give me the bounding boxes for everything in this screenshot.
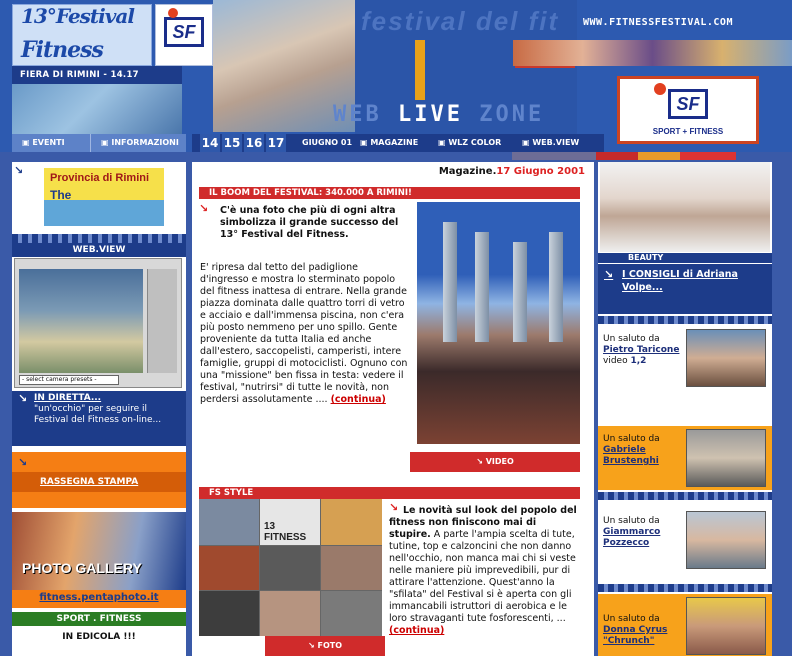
festival-logo[interactable]: 13°Festival Fitness xyxy=(12,4,152,66)
rassegna-stampa-link[interactable]: RASSEGNA STAMPA xyxy=(12,472,186,492)
sf-logo: SF xyxy=(155,4,213,66)
fs-style-photo-grid[interactable]: 13 FITNESS xyxy=(199,499,382,636)
video-links[interactable]: 1,2 xyxy=(630,356,647,366)
video-button[interactable]: ↘ VIDEO xyxy=(410,452,580,472)
cyrus-photo[interactable] xyxy=(686,597,766,655)
separator xyxy=(598,492,772,500)
camera-preset-select[interactable]: - select camera presets - xyxy=(19,375,119,385)
arrow-icon: ↘ xyxy=(199,202,209,215)
in-diretta-title[interactable]: IN DIRETTA... xyxy=(34,393,102,403)
camera-controls[interactable] xyxy=(147,269,177,373)
in-diretta-box[interactable] xyxy=(12,391,186,446)
beauty-photo[interactable] xyxy=(600,162,770,252)
day-17[interactable]: 17 xyxy=(267,136,285,150)
nav-eventi[interactable]: ▣ EVENTI xyxy=(22,138,65,147)
consigli-link[interactable]: ↘ I CONSIGLI di Adriana Volpe... xyxy=(598,264,772,314)
article2-title: FS STYLE xyxy=(199,487,580,499)
arrow-icon: ↘ xyxy=(604,268,614,281)
arrow-icon: ↘ xyxy=(14,164,24,177)
pozzecco-photo[interactable] xyxy=(686,511,766,569)
separator xyxy=(12,234,186,243)
saluto-taricone[interactable]: Un saluto da Pietro Taricone video 1,2 xyxy=(598,326,772,390)
beauty-header: BEAUTY xyxy=(598,253,772,263)
foto-button[interactable]: ↘ FOTO xyxy=(265,636,385,656)
event-dates: FIERA DI RIMINI - 14.17 xyxy=(12,66,182,84)
in-edicola: IN EDICOLA !!! xyxy=(12,628,186,656)
day-14[interactable]: 14 xyxy=(201,136,219,150)
webview-camera[interactable] xyxy=(14,258,182,388)
article1-body: E' ripresa dal tetto del padiglione d'ingresso e mostra lo sterminato popolo del fitness inattesa di entrare. Nella grande piazza dominata dalle quattro torri di vetro e acciaio e dall'immensa piscina, non c'era più posto nemmeno per uno spillo. Gente proveniente da tutta Italia ed anche dall'estero, saccopelisti, camperisti, intere famiglie, gruppi di motociclisti. Ognuno con una "missione" ben fissa in testa: vedere il festival, "nutrirsi" di tutte le novità, non perdersi assolutamente .... (continua) xyxy=(200,262,408,405)
saluto-cyrus[interactable]: Un saluto da Donna Cyrus "Chrunch" xyxy=(598,594,772,656)
nav-giugno[interactable]: GIUGNO 01 xyxy=(302,138,353,147)
day-15[interactable]: 15 xyxy=(223,136,241,150)
nav-magazine[interactable]: ▣ MAGAZINE xyxy=(360,138,419,147)
day-16[interactable]: 16 xyxy=(245,136,263,150)
saluto-pozzecco[interactable]: Un saluto da Giammarco Pozzecco xyxy=(598,508,772,572)
article1-lead: C'è una foto che più di ogni altra simbolizza il grande successo del 13° Festival del Fitness. xyxy=(220,205,399,240)
color-bar xyxy=(512,152,792,160)
taricone-photo[interactable] xyxy=(686,329,766,387)
continua-link[interactable]: (continua) xyxy=(330,394,386,405)
festival-watermark: festival del fit xyxy=(355,0,577,152)
separator xyxy=(598,584,772,592)
article2-text: Le novità sul look del popolo del fitness non finiscono mai di stupire. A parte l'ampia scelta di tute, tutine, top e calzoncini che non danno nell'occhio, non manca mai chi si veste nelle maniere più imprevedibili, pur di attirare l'attenzione. Quest'anno la "sfilata" del Festival si è aperta con gli immancabili istruttori di aerobica e le loro stravaganti tute fosforescenti, ... (continua) xyxy=(389,505,577,636)
site-url[interactable]: WWW.FITNESSFESTIVAL.COM xyxy=(583,17,733,28)
continua-link-2[interactable]: (continua) xyxy=(389,625,445,636)
sport-fitness-header: SPORT . FITNESS xyxy=(12,612,186,626)
saluto-brustenghi[interactable]: Un saluto da Gabriele Brustenghi xyxy=(598,426,772,490)
arrow-icon: ↘ xyxy=(389,501,399,514)
gallery-url-link[interactable]: fitness.pentaphoto.it xyxy=(12,590,186,608)
nav-web-view[interactable]: ▣ WEB.VIEW xyxy=(522,138,580,147)
webview-title: WEB.VIEW xyxy=(12,243,186,257)
sport-fitness-logo[interactable]: SF SPORT + FITNESS xyxy=(617,76,759,144)
separator xyxy=(598,316,772,324)
article1-photo[interactable] xyxy=(417,202,580,444)
camera-image xyxy=(19,269,143,373)
header-photo-water xyxy=(12,84,182,134)
rassegna-box: ↘ RASSEGNA STAMPA xyxy=(12,452,186,508)
web-live-zone-title: WEB LIVE ZONE xyxy=(333,102,545,127)
in-diretta-text: "un'occhio" per seguire il Festival del Fitness on-line... xyxy=(34,404,162,425)
header-photo-strip xyxy=(513,40,792,66)
nav-main xyxy=(192,134,604,152)
nav-informazioni[interactable]: ▣ INFORMAZIONI xyxy=(90,134,179,152)
article1-title: IL BOOM DEL FESTIVAL: 340.000 A RIMINI! xyxy=(199,187,580,199)
photo-gallery-banner[interactable]: PHOTO GALLERY xyxy=(12,512,186,590)
nav-wlz-color[interactable]: ▣ WLZ COLOR xyxy=(438,138,502,147)
brustenghi-photo[interactable] xyxy=(686,429,766,487)
nav-left xyxy=(12,134,186,152)
arrow-icon: ↘ xyxy=(18,392,28,405)
magazine-date: Magazine.17 Giugno 2001 xyxy=(438,166,585,177)
provincia-banner[interactable]: Provincia di Rimini The xyxy=(44,168,164,226)
